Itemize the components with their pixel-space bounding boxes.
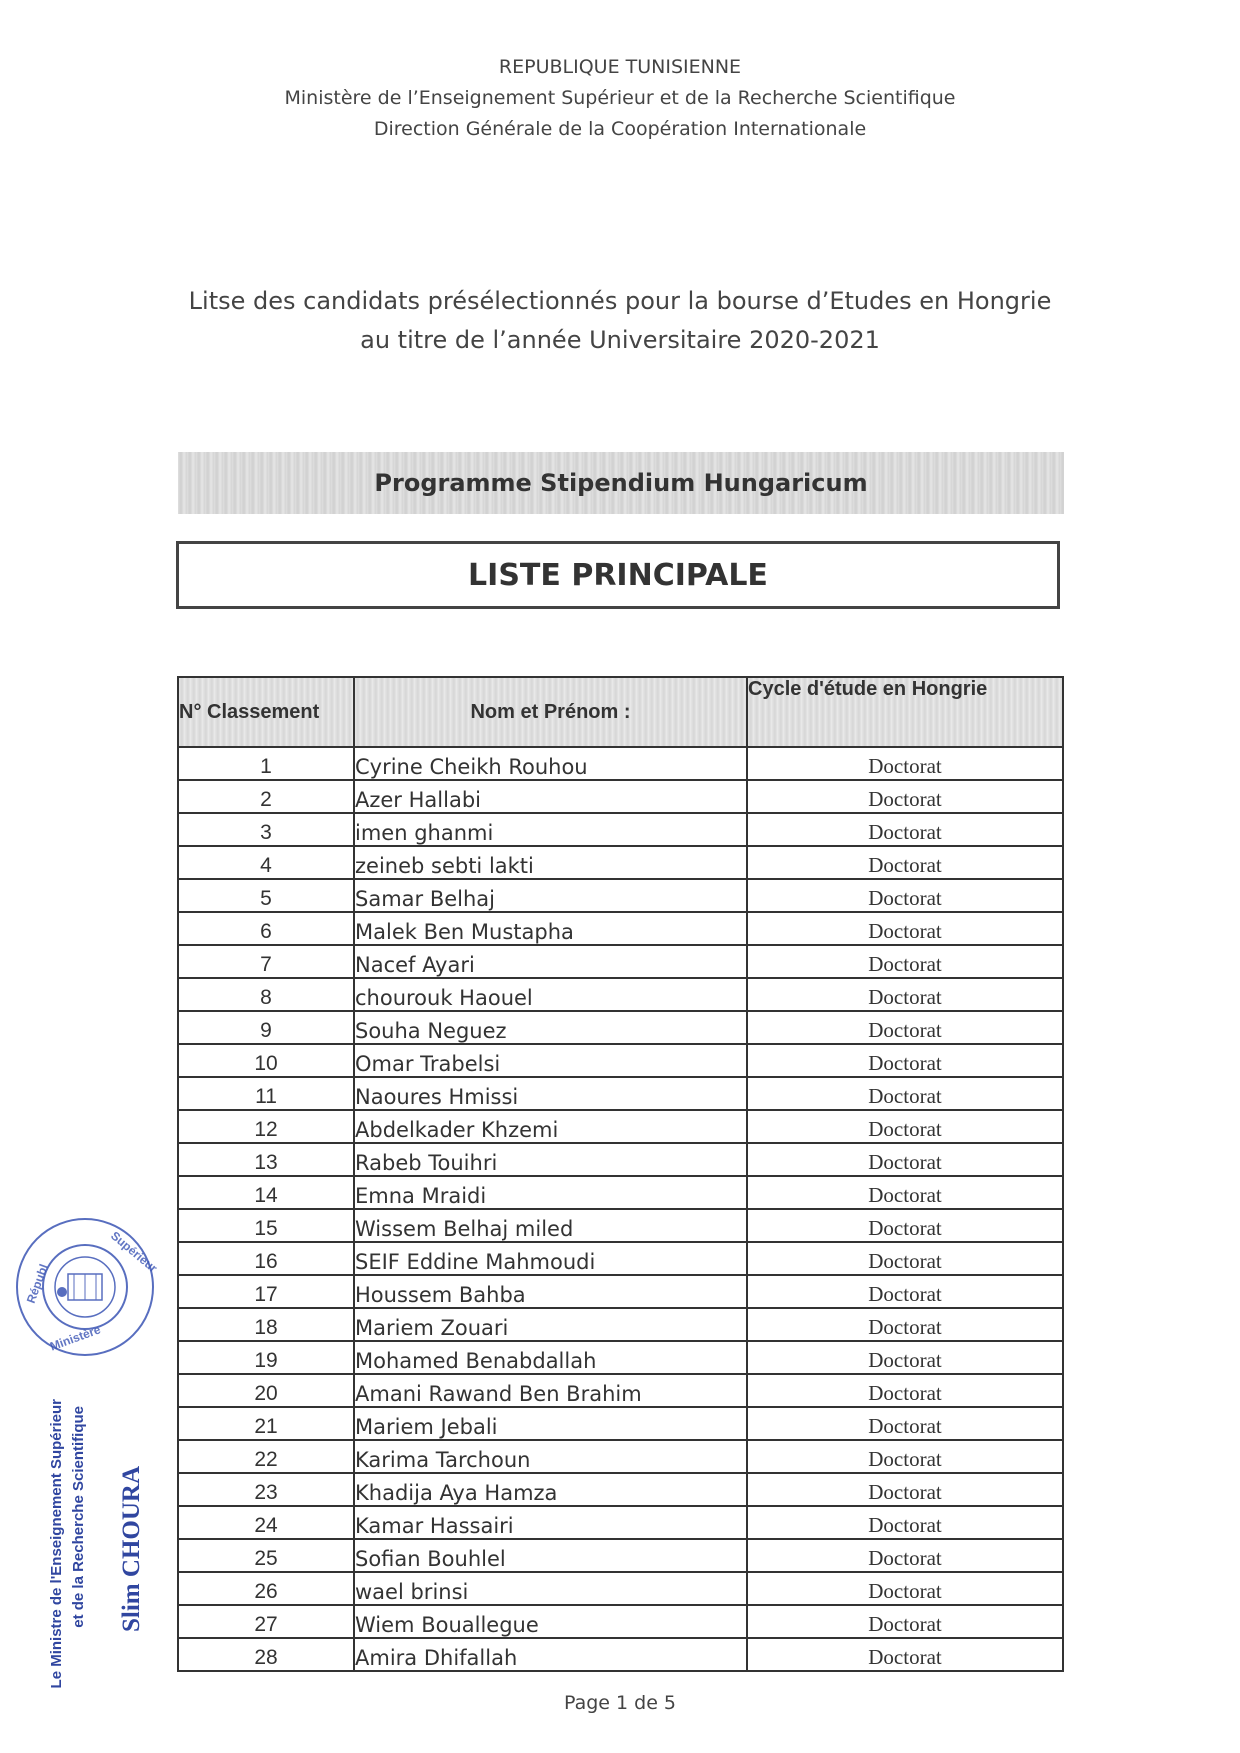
name-cell: Abdelkader Khzemi bbox=[354, 1110, 747, 1143]
cycle-cell: Doctorat bbox=[747, 780, 1063, 813]
rank-cell: 1 bbox=[178, 747, 354, 780]
signature-title-2: et de la Recherche Scientifique bbox=[70, 1406, 87, 1628]
rank-cell: 3 bbox=[178, 813, 354, 846]
signature-block bbox=[40, 1398, 160, 1688]
table-row bbox=[178, 1044, 1063, 1077]
rank-cell: 12 bbox=[178, 1110, 354, 1143]
cycle-cell: Doctorat bbox=[747, 1077, 1063, 1110]
program-banner bbox=[178, 452, 1064, 514]
header-cycle: Cycle d'étude en Hongrie bbox=[747, 677, 1063, 747]
rank-cell: 21 bbox=[178, 1407, 354, 1440]
table-row bbox=[178, 945, 1063, 978]
cycle-cell: Doctorat bbox=[747, 1407, 1063, 1440]
table-row bbox=[178, 1605, 1063, 1638]
table-row bbox=[178, 1275, 1063, 1308]
rank-cell: 26 bbox=[178, 1572, 354, 1605]
name-cell: Kamar Hassairi bbox=[354, 1506, 747, 1539]
rank-cell: 18 bbox=[178, 1308, 354, 1341]
title-line-1: Litse des candidats présélectionnés pour la bourse d’Etudes en Hongrie bbox=[188, 287, 1052, 315]
rank-cell: 15 bbox=[178, 1209, 354, 1242]
cycle-cell: Doctorat bbox=[747, 1440, 1063, 1473]
program-name: Programme Stipendium Hungaricum bbox=[374, 469, 868, 497]
table-row bbox=[178, 1209, 1063, 1242]
name-cell: Rabeb Touihri bbox=[354, 1143, 747, 1176]
cycle-cell: Doctorat bbox=[747, 1176, 1063, 1209]
name-cell: Amani Rawand Ben Brahim bbox=[354, 1374, 747, 1407]
rank-cell: 22 bbox=[178, 1440, 354, 1473]
table-row bbox=[178, 813, 1063, 846]
rank-cell: 17 bbox=[178, 1275, 354, 1308]
header-country: REPUBLIQUE TUNISIENNE bbox=[498, 56, 742, 78]
table-row bbox=[178, 846, 1063, 879]
document-header bbox=[0, 52, 1240, 145]
table-row bbox=[178, 1506, 1063, 1539]
rank-cell: 4 bbox=[178, 846, 354, 879]
rank-cell: 5 bbox=[178, 879, 354, 912]
name-cell: Mariem Zouari bbox=[354, 1308, 747, 1341]
signature-title-1: Le Ministre de l'Enseignement Supérieur bbox=[48, 1398, 65, 1688]
name-cell: Omar Trabelsi bbox=[354, 1044, 747, 1077]
cycle-cell: Doctorat bbox=[747, 879, 1063, 912]
table-row bbox=[178, 1110, 1063, 1143]
cycle-cell: Doctorat bbox=[747, 813, 1063, 846]
name-cell: imen ghanmi bbox=[354, 813, 747, 846]
table-row bbox=[178, 1473, 1063, 1506]
name-cell: chourouk Haouel bbox=[354, 978, 747, 1011]
table-row bbox=[178, 1440, 1063, 1473]
cycle-cell: Doctorat bbox=[747, 1605, 1063, 1638]
cycle-cell: Doctorat bbox=[747, 1143, 1063, 1176]
rank-cell: 8 bbox=[178, 978, 354, 1011]
cycle-cell: Doctorat bbox=[747, 1275, 1063, 1308]
table-row bbox=[178, 1407, 1063, 1440]
table-body bbox=[178, 747, 1063, 1671]
cycle-cell: Doctorat bbox=[747, 1341, 1063, 1374]
name-cell: Sofian Bouhlel bbox=[354, 1539, 747, 1572]
header-name: Nom et Prénom : bbox=[354, 677, 747, 747]
name-cell: Wissem Belhaj miled bbox=[354, 1209, 747, 1242]
rank-cell: 13 bbox=[178, 1143, 354, 1176]
name-cell: Karima Tarchoun bbox=[354, 1440, 747, 1473]
table-row bbox=[178, 879, 1063, 912]
cycle-cell: Doctorat bbox=[747, 1011, 1063, 1044]
rank-cell: 24 bbox=[178, 1506, 354, 1539]
table-row bbox=[178, 1572, 1063, 1605]
list-title: LISTE PRINCIPALE bbox=[468, 557, 768, 593]
cycle-cell: Doctorat bbox=[747, 978, 1063, 1011]
cycle-cell: Doctorat bbox=[747, 945, 1063, 978]
table-row bbox=[178, 1308, 1063, 1341]
table-row bbox=[178, 1242, 1063, 1275]
rank-cell: 28 bbox=[178, 1638, 354, 1671]
table-row bbox=[178, 1374, 1063, 1407]
name-cell: wael brinsi bbox=[354, 1572, 747, 1605]
cycle-cell: Doctorat bbox=[747, 1209, 1063, 1242]
cycle-cell: Doctorat bbox=[747, 912, 1063, 945]
rank-cell: 11 bbox=[178, 1077, 354, 1110]
name-cell: Emna Mraidi bbox=[354, 1176, 747, 1209]
cycle-cell: Doctorat bbox=[747, 1473, 1063, 1506]
rank-cell: 14 bbox=[178, 1176, 354, 1209]
rank-cell: 27 bbox=[178, 1605, 354, 1638]
cycle-cell: Doctorat bbox=[747, 1506, 1063, 1539]
signature-name: Slim CHOURA bbox=[118, 1466, 145, 1632]
name-cell: SEIF Eddine Mahmoudi bbox=[354, 1242, 747, 1275]
cycle-cell: Doctorat bbox=[747, 1638, 1063, 1671]
header-rank: N° Classement bbox=[178, 677, 354, 747]
official-seal-icon bbox=[10, 1212, 160, 1362]
rank-cell: 9 bbox=[178, 1011, 354, 1044]
rank-cell: 25 bbox=[178, 1539, 354, 1572]
name-cell: Malek Ben Mustapha bbox=[354, 912, 747, 945]
table-row bbox=[178, 912, 1063, 945]
cycle-cell: Doctorat bbox=[747, 1242, 1063, 1275]
header-direction: Direction Générale de la Coopération Internationale bbox=[373, 118, 867, 140]
cycle-cell: Doctorat bbox=[747, 1539, 1063, 1572]
name-cell: zeineb sebti lakti bbox=[354, 846, 747, 879]
rank-cell: 7 bbox=[178, 945, 354, 978]
page-number: Page 1 de 5 bbox=[563, 1692, 677, 1714]
svg-text:Ministère: Ministère bbox=[48, 1322, 103, 1354]
name-cell: Khadija Aya Hamza bbox=[354, 1473, 747, 1506]
rank-cell: 10 bbox=[178, 1044, 354, 1077]
cycle-cell: Doctorat bbox=[747, 1308, 1063, 1341]
header-ministry: Ministère de l’Enseignement Supérieur et de la Recherche Scientifique bbox=[284, 87, 956, 109]
table-row bbox=[178, 747, 1063, 780]
svg-text:Républ: Républ bbox=[23, 1262, 51, 1306]
cycle-cell: Doctorat bbox=[747, 846, 1063, 879]
rank-cell: 19 bbox=[178, 1341, 354, 1374]
name-cell: Mariem Jebali bbox=[354, 1407, 747, 1440]
cycle-cell: Doctorat bbox=[747, 1044, 1063, 1077]
name-cell: Wiem Bouallegue bbox=[354, 1605, 747, 1638]
name-cell: Nacef Ayari bbox=[354, 945, 747, 978]
rank-cell: 16 bbox=[178, 1242, 354, 1275]
table-header-row bbox=[178, 677, 1063, 747]
svg-text:Supérieur: Supérieur bbox=[108, 1228, 160, 1276]
name-cell: Mohamed Benabdallah bbox=[354, 1341, 747, 1374]
list-title-box bbox=[176, 541, 1060, 609]
table-row bbox=[178, 1341, 1063, 1374]
rank-cell: 23 bbox=[178, 1473, 354, 1506]
candidates-table bbox=[177, 676, 1064, 1672]
document-title bbox=[0, 282, 1240, 360]
table-row bbox=[178, 1143, 1063, 1176]
table-row bbox=[178, 1077, 1063, 1110]
cycle-cell: Doctorat bbox=[747, 1572, 1063, 1605]
table-row bbox=[178, 1638, 1063, 1671]
table-row bbox=[178, 1539, 1063, 1572]
rank-cell: 20 bbox=[178, 1374, 354, 1407]
rank-cell: 2 bbox=[178, 780, 354, 813]
name-cell: Samar Belhaj bbox=[354, 879, 747, 912]
table-row bbox=[178, 1176, 1063, 1209]
cycle-cell: Doctorat bbox=[747, 747, 1063, 780]
cycle-cell: Doctorat bbox=[747, 1110, 1063, 1143]
table-row bbox=[178, 978, 1063, 1011]
name-cell: Azer Hallabi bbox=[354, 780, 747, 813]
name-cell: Houssem Bahba bbox=[354, 1275, 747, 1308]
title-line-2: au titre de l’année Universitaire 2020-2021 bbox=[360, 326, 880, 354]
name-cell: Souha Neguez bbox=[354, 1011, 747, 1044]
table-row bbox=[178, 780, 1063, 813]
name-cell: Cyrine Cheikh Rouhou bbox=[354, 747, 747, 780]
table-row bbox=[178, 1011, 1063, 1044]
name-cell: Amira Dhifallah bbox=[354, 1638, 747, 1671]
rank-cell: 6 bbox=[178, 912, 354, 945]
name-cell: Naoures Hmissi bbox=[354, 1077, 747, 1110]
cycle-cell: Doctorat bbox=[747, 1374, 1063, 1407]
